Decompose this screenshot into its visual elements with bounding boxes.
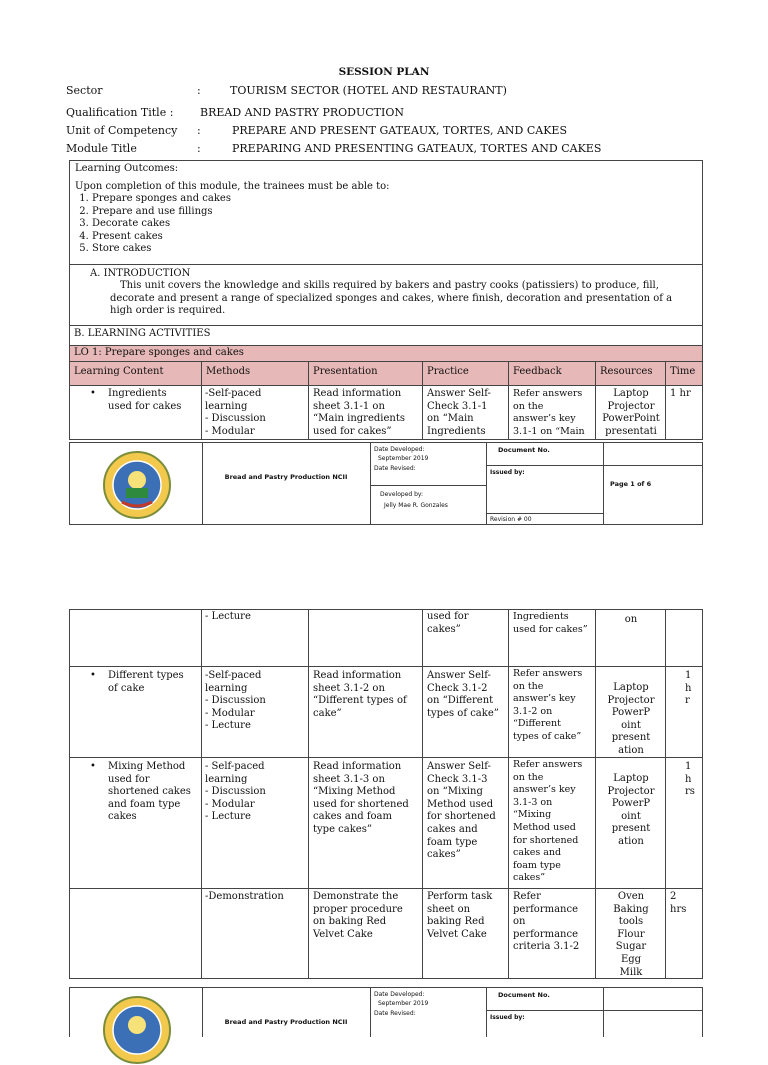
methods-cell: -Self-paced learning - Discussion - Modular [205, 388, 266, 437]
column-header: Methods [206, 366, 251, 377]
presentation-cell: Read information sheet 3.1-3 on “Mixing Method used for shortened cakes and foam type cakes” [313, 761, 409, 835]
date-developed: September 2019 [378, 1000, 429, 1007]
colon: : [197, 142, 201, 155]
colon: : [197, 124, 201, 137]
module-label: Module Title [66, 142, 137, 155]
introduction-box [69, 264, 703, 326]
sector-value: TOURISM SECTOR (HOTEL AND RESTAURANT) [230, 84, 507, 97]
sector-label: Sector [66, 84, 103, 97]
school-logo-icon [102, 995, 172, 1065]
lo1-header [69, 345, 703, 362]
module-value: PREPARING AND PRESENTING GATEAUX, TORTES AND CAKES [232, 142, 602, 155]
time-cell: 1 h r [685, 670, 692, 707]
column-header: Presentation [313, 366, 378, 377]
bullet-icon: • [90, 670, 96, 681]
issued-by-label: Issued by: [490, 469, 525, 476]
document-no-label: Document No. [498, 991, 550, 999]
learning-content-cell: Ingredients used for cakes [108, 388, 182, 412]
practice-cell: Perform task sheet on baking Red Velvet Cake [427, 891, 493, 940]
colon: : [197, 84, 201, 97]
outcomes-label: Learning Outcomes: [75, 163, 179, 174]
practice-cell: Answer Self- Check 3.1-3 on “Mixing Method used for shortened cakes and foam type cakes” [427, 761, 496, 861]
time-cell: 1 h rs [685, 761, 695, 798]
methods-cell: -Demonstration [205, 891, 284, 902]
feedback-cell: Refer answers on the answer’s key 3.1-1 on “Main [513, 388, 585, 437]
resources-cell: Laptop Projector PowerPoint presentati [602, 388, 660, 437]
outcomes-list [70, 193, 231, 256]
introduction-heading: A. INTRODUCTION [90, 268, 191, 279]
learning-activities-heading: B. LEARNING ACTIVITIES [74, 328, 211, 339]
methods-cell: -Self-paced learning - Discussion - Modular - Lecture [205, 670, 266, 732]
column-header: Time [670, 366, 696, 377]
activities-table [69, 361, 703, 440]
outcome-item: 4. Present cakes [92, 231, 231, 244]
methods-cell: - Self-paced learning - Discussion - Modular - Lecture [205, 761, 266, 823]
introduction-text: This unit covers the knowledge and skills required by bakers and pastry cooks (patissiers) to produce, fill, decorate and present a range of specialized sponges and cakes, where finish, decoration and presentation of a high order is required. [110, 280, 673, 317]
bullet-icon: • [90, 761, 96, 772]
outcome-item: 5. Store cakes [92, 243, 231, 256]
developed-by-label: Developed by: [380, 491, 424, 498]
date-developed-label: Date Developed: [374, 446, 425, 453]
feedback-cell: Refer performance on performance criteria 3.1-2 [513, 891, 580, 953]
qualification-label: Qualification Title : [66, 106, 174, 119]
resources-cell: Oven Baking tools Flour Sugar Egg Milk [613, 891, 649, 978]
methods-cell: - Lecture [205, 611, 251, 622]
learning-outcomes-box [69, 160, 703, 265]
column-header: Feedback [513, 366, 562, 377]
practice-cell: Answer Self- Check 3.1-1 on “Main Ingredients [427, 388, 491, 437]
learning-content-cell: Mixing Method used for shortened cakes and foam type cakes [108, 761, 191, 823]
column-header: Practice [427, 366, 469, 377]
column-header: Learning Content [74, 366, 164, 377]
date-developed-label: Date Developed: [374, 991, 425, 998]
column-header: Resources [600, 366, 653, 377]
outcome-item: 2. Prepare and use fillings [92, 206, 231, 219]
learning-content-cell: Different types of cake [108, 670, 184, 694]
presentation-cell: Demonstrate the proper procedure on baking Red Velvet Cake [313, 891, 403, 940]
activities-table-continued [69, 609, 703, 979]
unit-value: PREPARE AND PRESENT GATEAUX, TORTES, AND CAKES [232, 124, 567, 137]
learning-activities-box [69, 325, 703, 346]
developer-name: Jelly Mae R. Gonzales [384, 502, 448, 509]
bullet-icon: • [90, 388, 96, 399]
practice-cell: Answer Self- Check 3.1-2 on “Different types of cake” [427, 670, 499, 719]
resources-cell: on [624, 614, 638, 625]
school-logo-icon [102, 450, 172, 520]
outcome-item: 3. Decorate cakes [92, 218, 231, 231]
resources-cell: Laptop Projector PowerP oint present ation [607, 682, 655, 756]
revision-number: Revision # 00 [490, 516, 532, 523]
course-name: Bread and Pastry Production NCII [224, 1018, 348, 1026]
qualification-value: BREAD AND PASTRY PRODUCTION [200, 106, 404, 119]
time-cell: 2 hrs [670, 891, 687, 915]
date-revised-label: Date Revised: [374, 465, 416, 472]
outcome-item: 1. Prepare sponges and cakes [92, 193, 231, 206]
document-no-label: Document No. [498, 446, 550, 454]
page-footer [69, 442, 703, 525]
feedback-cell: Refer answers on the answer’s key 3.1-3 on “Mixing Method used for shortened cakes and foam type cakes” [513, 759, 583, 884]
page-number: Page 1 of 6 [610, 480, 652, 488]
presentation-cell: Read information sheet 3.1-2 on “Different types of cake” [313, 670, 407, 719]
issued-by-label: Issued by: [490, 1014, 525, 1021]
date-developed: September 2019 [378, 455, 429, 462]
practice-cell: used for cakes” [427, 611, 469, 635]
feedback-cell: Refer answers on the answer’s key 3.1-2 on “Different types of cake” [513, 668, 583, 742]
feedback-cell: Ingredients used for cakes” [513, 611, 588, 635]
page-footer [69, 987, 703, 1037]
resources-cell: Laptop Projector PowerP oint present ation [607, 773, 655, 847]
outcomes-intro: Upon completion of this module, the trainees must be able to: [75, 181, 390, 192]
unit-label: Unit of Competency [66, 124, 178, 137]
presentation-cell: Read information sheet 3.1-1 on “Main ingredients used for cakes” [313, 388, 405, 437]
date-revised-label: Date Revised: [374, 1010, 416, 1017]
page-title: SESSION PLAN [338, 66, 430, 78]
course-name: Bread and Pastry Production NCII [224, 473, 348, 481]
lo1-label: LO 1: Prepare sponges and cakes [74, 347, 244, 358]
time-cell: 1 hr [670, 388, 691, 399]
